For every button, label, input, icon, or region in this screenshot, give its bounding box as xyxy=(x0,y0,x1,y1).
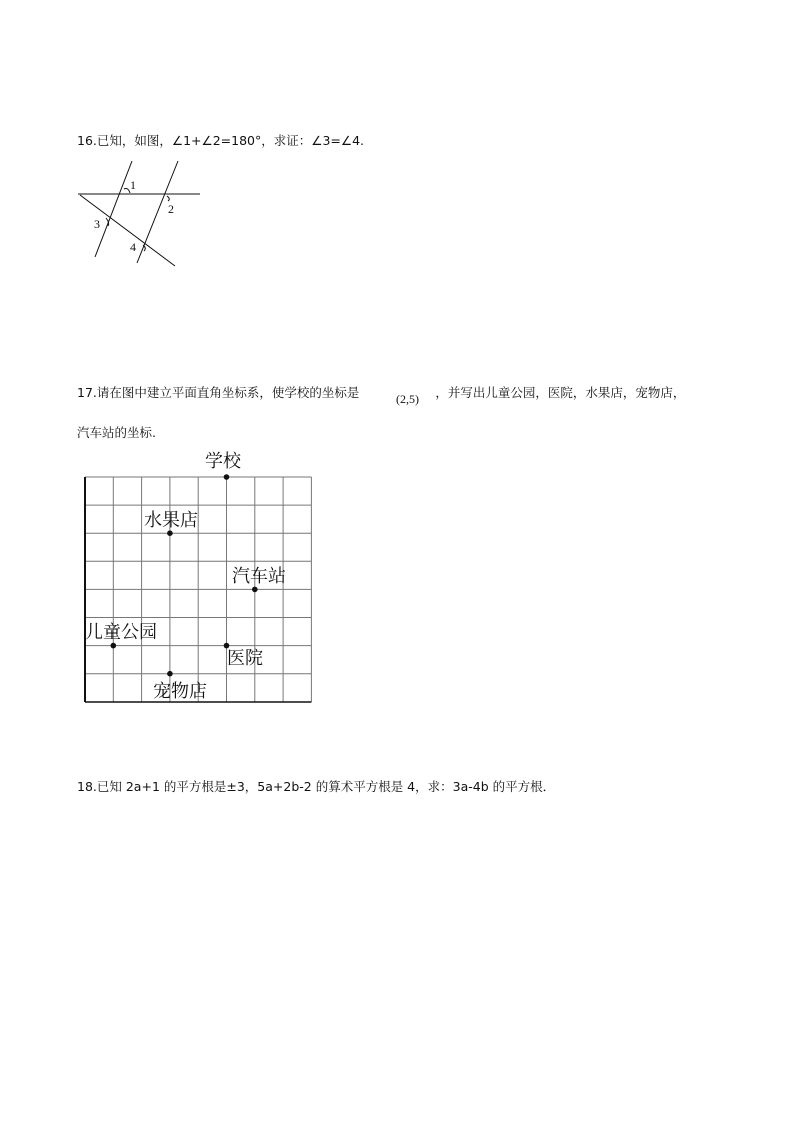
hospital-label: 医院 xyxy=(227,648,263,669)
angle-2-label: 2 xyxy=(168,202,174,216)
question-16-text: 16.已知，如图，∠1+∠2=180°，求证：∠3=∠4. xyxy=(77,133,365,148)
left-transversal xyxy=(95,161,132,257)
question-17-line1 xyxy=(77,383,685,401)
bus-station-point xyxy=(252,587,258,593)
fruit-store-point xyxy=(167,530,173,536)
question-17-text-pre: 17.请在图中建立平面直角坐标系，使学校的坐标是 xyxy=(77,385,360,400)
school-point xyxy=(224,474,230,480)
park-label: 儿童公园 xyxy=(85,622,157,643)
angle-3-label: 3 xyxy=(94,217,100,231)
parallel-lines-figure xyxy=(70,155,210,275)
map-grid-figure xyxy=(75,445,320,710)
question-17-line2: 汽车站的坐标. xyxy=(77,425,156,440)
question-18-text: 18.已知 2a+1 的平方根是±3，5a+2b-2 的算术平方根是 4，求：3a-4b 的平方根． xyxy=(77,779,556,794)
fruit-store-label: 水果店 xyxy=(144,510,198,531)
pet-store-point xyxy=(167,671,173,677)
angle-4-label: 4 xyxy=(130,240,136,254)
bus-station-label: 汽车站 xyxy=(232,566,286,587)
angle-1-label: 1 xyxy=(130,178,136,192)
park-point xyxy=(111,643,117,649)
school-coordinate: (2,5) xyxy=(396,392,419,406)
question-17-text-post: ，并写出儿童公园，医院，水果店，宠物店， xyxy=(435,385,686,400)
pet-store-label: 宠物店 xyxy=(153,681,207,702)
school-label: 学校 xyxy=(205,451,241,472)
angle-2-arc xyxy=(167,196,169,201)
